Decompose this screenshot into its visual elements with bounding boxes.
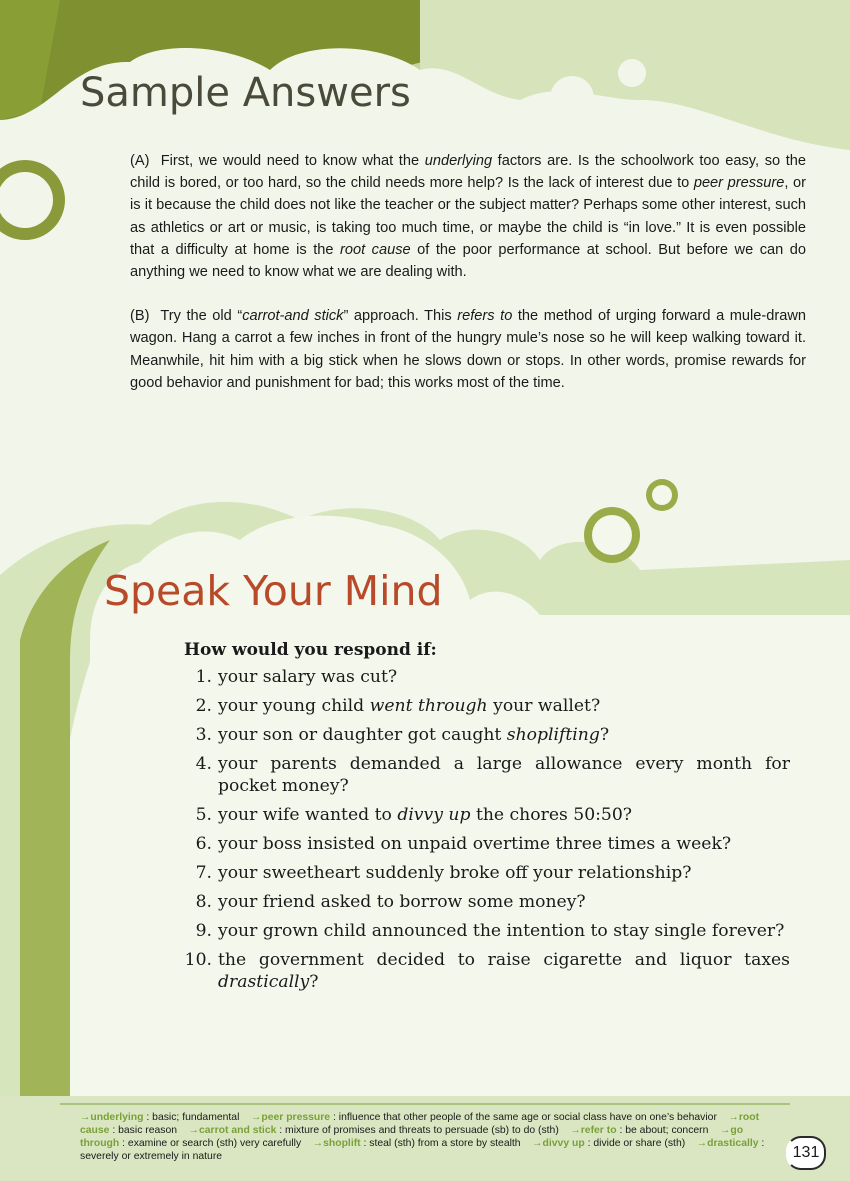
arrow-icon: → <box>696 1138 708 1149</box>
question-number: 8. <box>195 892 212 912</box>
question-item <box>184 920 790 942</box>
question-item <box>184 695 790 717</box>
glossary-entry <box>80 1112 239 1123</box>
question-text: your son or daughter got caught shoplifting? <box>218 725 610 745</box>
answer-a: (A) First, we would need to know what the underlying factors are. Is the schoolwork too easy, so the child is bored, or too hard, so the child needs more help? Is the lack of interest due to peer pressure, or is it because the child does not like the teacher or the subject matter? Perhaps some other interest, such as athletics or art or music, is taking too much time, or maybe the child is “in love.” It is even possible that a difficulty at home is the root cause of the poor performance at school. But before we can do anything we need to know what we are dealing with. <box>130 153 807 281</box>
question-item <box>184 804 790 826</box>
glossary-entry <box>189 1125 559 1136</box>
question-item <box>184 666 790 688</box>
question-item <box>184 891 790 913</box>
glossary-definition: : be about; concern <box>616 1125 709 1136</box>
arrow-icon: → <box>570 1125 581 1136</box>
glossary-definition: : basic reason <box>109 1125 178 1136</box>
questions-lead: How would you respond if: <box>184 640 437 660</box>
question-number: 10. <box>184 950 212 970</box>
glossary-definition: : mixture of promises and threats to persuade (sb) to do (sth) <box>276 1125 559 1136</box>
sample-answers-title: Sample Answers <box>80 70 411 116</box>
answer-b: (B) Try the old “carrot-and stick” approach. This refers to the method of urging forward a mule-drawn wagon. Hang a carrot a few inches in front of the hungry mule’s nose so he will keep walking toward it. Meanwhile, hit him with a big stick when he slows down or stops. In other words, promise rewards for good behavior and punishment for bad; this works most of the time. <box>130 308 806 391</box>
speak-your-mind-questions <box>184 640 790 1000</box>
arrow-icon: → <box>80 1112 91 1123</box>
question-number: 7. <box>195 863 212 883</box>
glossary-term: root cause <box>80 1112 760 1136</box>
glossary-entry <box>570 1125 708 1136</box>
question-text: your friend asked to borrow some money? <box>218 892 586 912</box>
question-text: your grown child announced the intention to stay single forever? <box>218 921 785 941</box>
question-item <box>184 949 790 993</box>
question-number: 3. <box>195 725 212 745</box>
glossary-definition: : examine or search (sth) very carefully <box>119 1138 302 1149</box>
question-list <box>184 666 790 993</box>
question-number: 2. <box>195 696 212 716</box>
arrow-icon: → <box>250 1112 262 1123</box>
glossary-definition: : influence that other people of the same age or social class have on one’s behavior <box>330 1112 717 1123</box>
glossary <box>80 1111 775 1163</box>
glossary-entry <box>313 1138 521 1149</box>
arrow-icon: → <box>728 1112 739 1123</box>
glossary-entry <box>251 1112 717 1123</box>
glossary-term: shoplift <box>323 1138 361 1149</box>
glossary-term: peer pressure <box>261 1112 331 1123</box>
glossary-term: refer to <box>580 1125 617 1136</box>
question-item <box>184 833 790 855</box>
glossary-definition: : divide or share (sth) <box>584 1138 686 1149</box>
question-text: the government decided to raise cigarette and liquor taxes drastically? <box>218 950 790 992</box>
question-number: 6. <box>195 834 212 854</box>
question-text: your parents demanded a large allowance every month for pocket money? <box>218 754 790 796</box>
question-number: 4. <box>195 754 212 774</box>
glossary-definition: : basic; fundamental <box>143 1112 240 1123</box>
arrow-icon: → <box>188 1125 199 1136</box>
arrow-icon: → <box>312 1138 324 1149</box>
arrow-icon: → <box>532 1138 543 1149</box>
question-number: 1. <box>195 667 212 687</box>
glossary-definition: : severely or extremely in nature <box>80 1138 765 1162</box>
question-text: your young child went through your wallet? <box>218 696 601 716</box>
glossary-term: drastically <box>707 1138 759 1149</box>
page-number: 131 <box>786 1136 826 1170</box>
question-text: your boss insisted on unpaid overtime three times a week? <box>218 834 732 854</box>
question-number: 5. <box>195 805 212 825</box>
glossary-entry <box>532 1138 685 1149</box>
glossary-term: underlying <box>90 1112 144 1123</box>
question-item <box>184 862 790 884</box>
glossary-definition: : steal (sth) from a store by stealth <box>360 1138 521 1149</box>
question-item <box>184 753 790 797</box>
glossary-term: carrot and stick <box>199 1125 277 1136</box>
speak-your-mind-title: Speak Your Mind <box>104 567 443 615</box>
question-text: your sweetheart suddenly broke off your relationship? <box>218 863 692 883</box>
question-text: your salary was cut? <box>218 667 398 687</box>
arrow-icon: → <box>719 1125 731 1136</box>
glossary-term: divvy up <box>542 1138 585 1149</box>
glossary-term: go through <box>80 1125 744 1149</box>
sample-answers-body <box>130 150 806 416</box>
question-text: your wife wanted to divvy up the chores 50:50? <box>218 805 633 825</box>
question-number: 9. <box>195 921 212 941</box>
question-item <box>184 724 790 746</box>
